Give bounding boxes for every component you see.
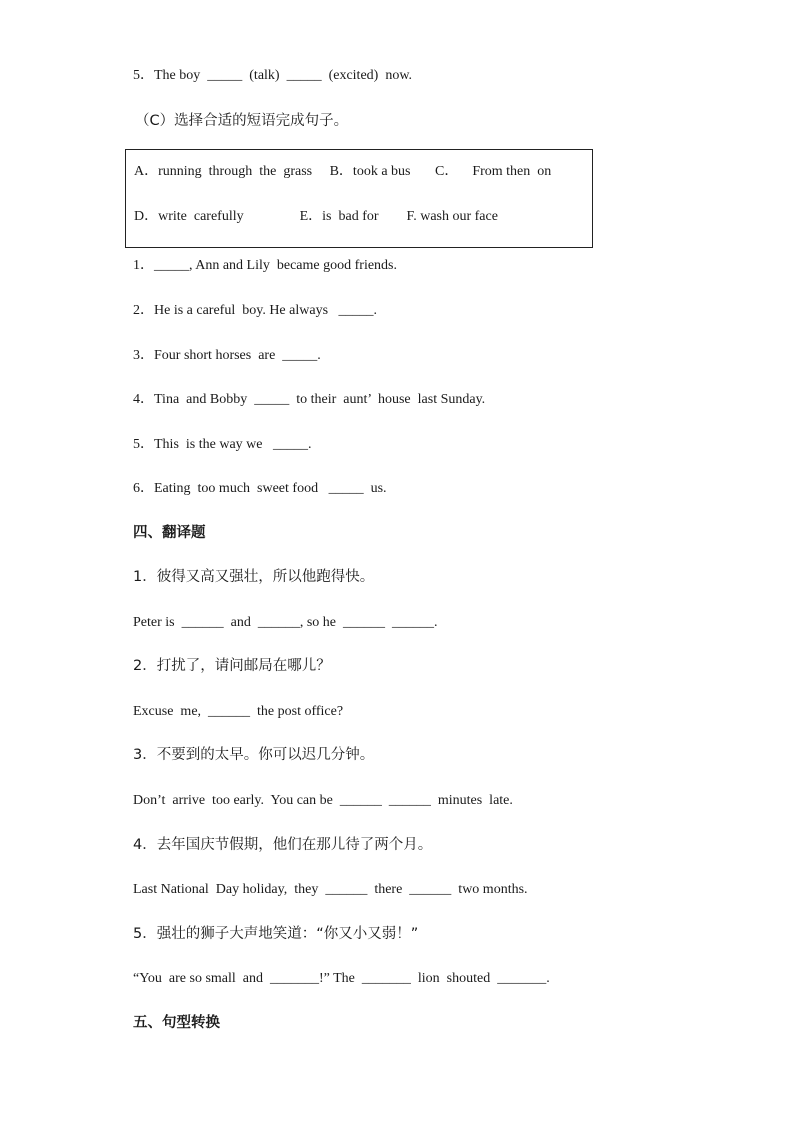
phrase-options-box [125, 149, 593, 248]
translation-3-english: Don’t arrive too early. You can be ______ ______ minutes late. [133, 793, 513, 808]
question-3b-5: 5．The boy _____ (talk) _____ (excited) now. [133, 68, 413, 83]
section-4-heading: 四、翻译题 [133, 525, 206, 541]
question-3c-1: 1．_____, Ann and Lily became good friends. [133, 258, 398, 273]
question-3c-3: 3．Four short horses are _____. [133, 348, 321, 363]
translation-1-english: Peter is ______ and ______, so he ______ ______. [133, 615, 438, 630]
question-3c-2: 2．He is a careful boy. He always _____. [133, 303, 378, 318]
phrase-options-row-2: D．write carefully E．is bad for F. wash our face [134, 209, 498, 224]
translation-3-chinese: 3．不要到的太早。你可以迟几分钟。 [133, 747, 375, 763]
phrase-options-row-1: A．running through the grass B．took a bus C． From then on [134, 164, 552, 179]
translation-2-english: Excuse me, ______ the post office? [133, 704, 344, 719]
question-3c-4: 4．Tina and Bobby _____ to their aunt’ house last Sunday. [133, 392, 486, 407]
section-5-heading: 五、句型转换 [133, 1015, 220, 1031]
translation-4-english: Last National Day holiday, they ______ there ______ two months. [133, 882, 528, 897]
translation-2-chinese: 2．打扰了，请问邮局在哪儿？ [133, 658, 331, 674]
translation-1-chinese: 1．彼得又高又强壮，所以他跑得快。 [133, 569, 375, 585]
translation-5-english: “You are so small and _______!” The _______ lion shouted _______. [133, 971, 550, 986]
question-3c-5: 5．This is the way we _____. [133, 437, 312, 452]
section-3c-title: （C）选择合适的短语完成句子。 [135, 113, 349, 129]
translation-4-chinese: 4．去年国庆节假期，他们在那儿待了两个月。 [133, 837, 433, 853]
translation-5-chinese: 5．强壮的狮子大声地笑道：“你又小又弱！” [133, 926, 419, 942]
question-3c-6: 6．Eating too much sweet food _____ us. [133, 481, 387, 496]
